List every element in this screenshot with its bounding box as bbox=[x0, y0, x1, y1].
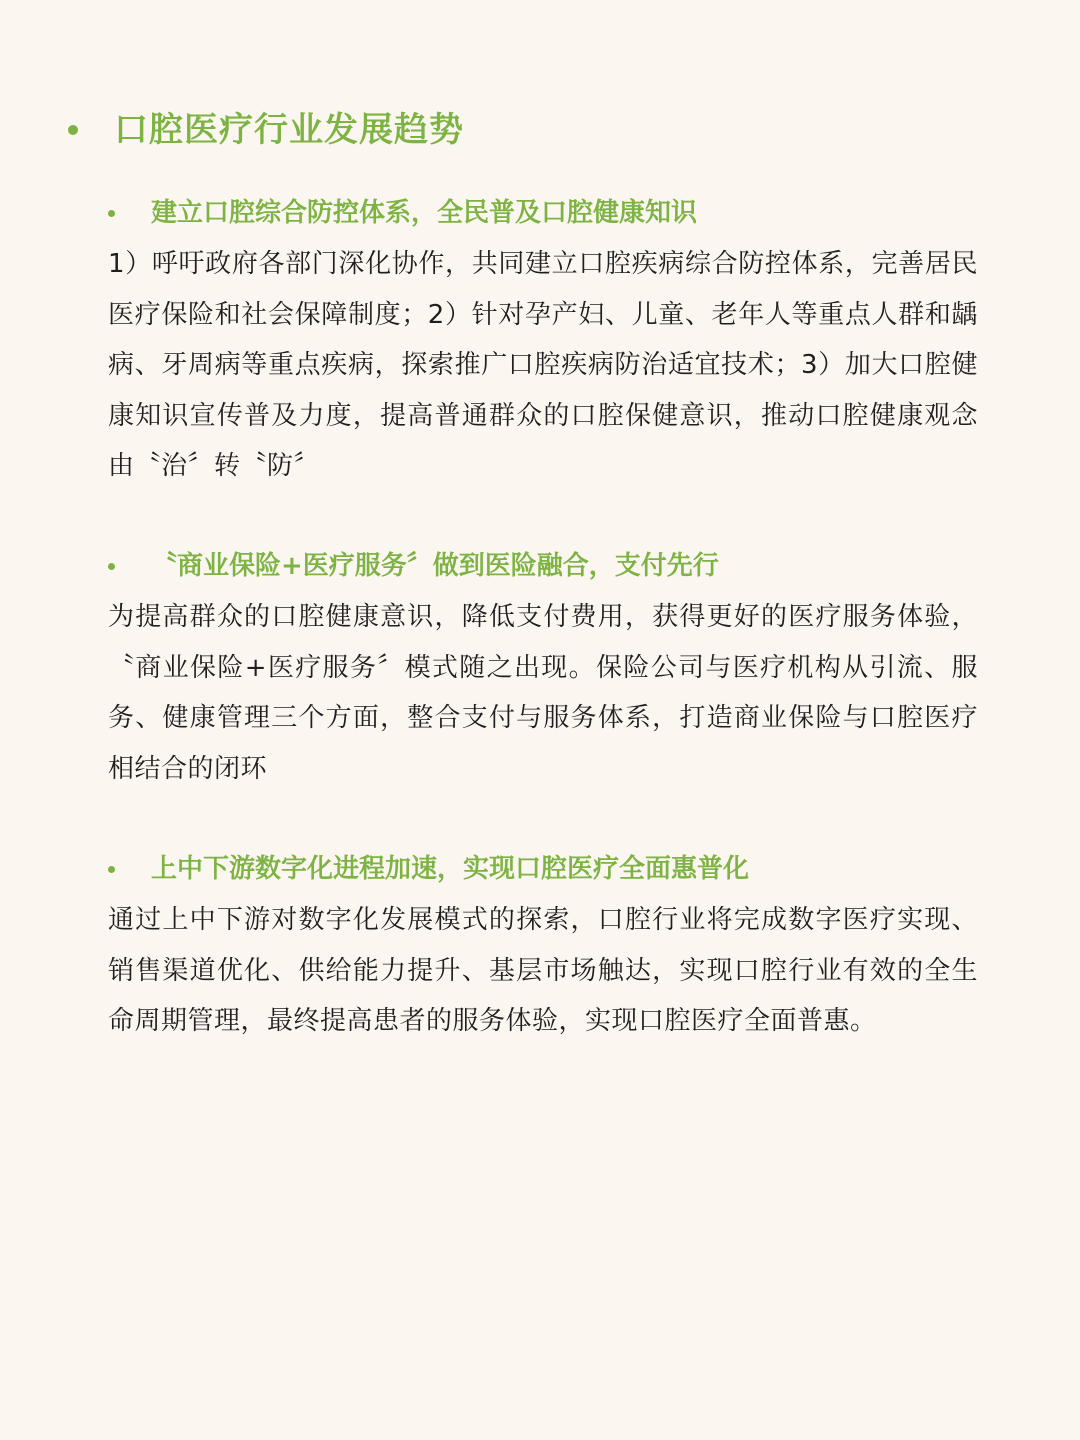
section-body: 1）呼吁政府各部门深化协作，共同建立口腔疾病综合防控体系，完善居民医疗保险和社会保障制度；2）针对孕产妇、儿童、老年人等重点人群和龋病、牙周病等重点疾病，探索推广口腔疾病防治适宜技术；3）加大口腔健康知识宣传普及力度，提高普通群众的口腔保健意识，推动口腔健康观念由〝治〞转〝防〞 bbox=[108, 249, 978, 481]
main-heading bbox=[68, 106, 464, 154]
section-title: 建立口腔综合防控体系，全民普及口腔健康知识 bbox=[151, 198, 698, 228]
section-body: 为提高群众的口腔健康意识，降低支付费用，获得更好的医疗服务体验，〝商业保险+医疗服务〞模式随之出现。保险公司与医疗机构从引流、服务、健康管理三个方面，整合支付与服务体系，打造商业保险与口腔医疗相结合的闭环 bbox=[108, 602, 978, 784]
section-title: 〝商业保险+医疗服务〞做到医险融合，支付先行 bbox=[151, 551, 719, 581]
bullet-icon bbox=[108, 210, 115, 217]
bullet-icon bbox=[108, 866, 115, 873]
section-head bbox=[108, 544, 978, 588]
section-head bbox=[108, 191, 978, 235]
section-body: 通过上中下游对数字化发展模式的探索，口腔行业将完成数字医疗实现、销售渠道优化、供给能力提升、基层市场触达，实现口腔行业有效的全生命周期管理，最终提高患者的服务体验，实现口腔医疗全面普惠。 bbox=[108, 905, 978, 1036]
page-title: 口腔医疗行业发展趋势 bbox=[114, 110, 464, 150]
section-prevention bbox=[108, 191, 978, 492]
section-title: 上中下游数字化进程加速，实现口腔医疗全面惠普化 bbox=[151, 854, 750, 884]
section-digitalization bbox=[108, 847, 978, 1047]
bullet-icon bbox=[108, 563, 115, 570]
main-bullet-icon bbox=[68, 125, 78, 135]
section-insurance bbox=[108, 544, 978, 794]
section-head bbox=[108, 847, 978, 891]
